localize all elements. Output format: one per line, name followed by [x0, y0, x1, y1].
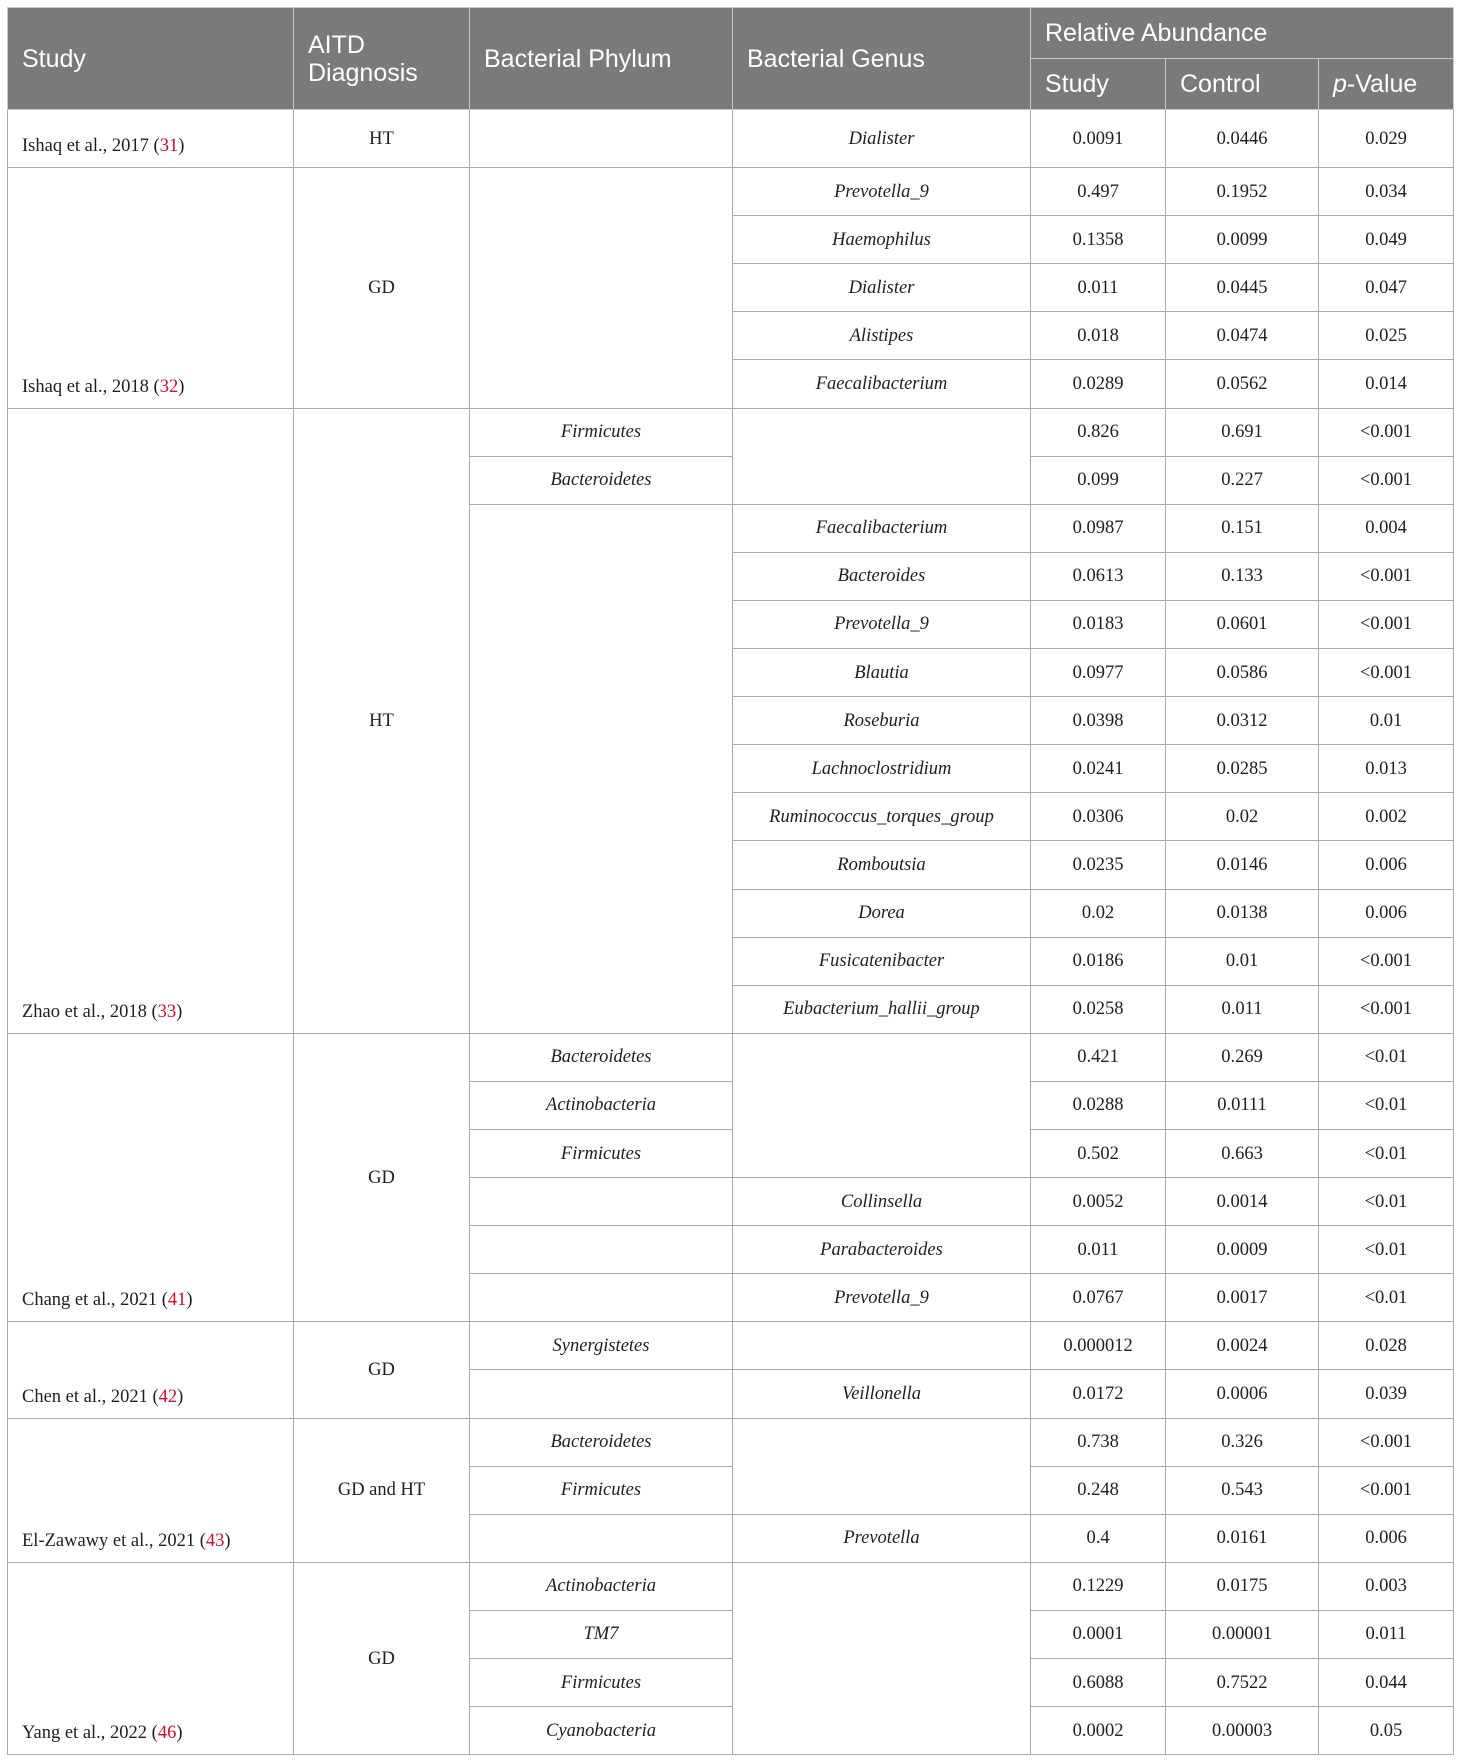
study-value-cell: 0.0172: [1031, 1370, 1166, 1418]
table-container: [7, 7, 1454, 1755]
reference-link[interactable]: 46: [157, 1723, 177, 1744]
p-value-cell: 0.049: [1319, 216, 1454, 264]
study-cell: [8, 1418, 294, 1562]
study-value-cell: 0.0987: [1031, 504, 1166, 552]
study-value-cell: 0.0613: [1031, 552, 1166, 600]
p-value-cell: 0.029: [1319, 110, 1454, 168]
p-value-cell: <0.01: [1319, 1178, 1454, 1226]
control-value-cell: 0.0562: [1166, 360, 1319, 408]
genus-cell: Ruminococcus_torques_group: [733, 793, 1031, 841]
genus-cell: [733, 1562, 1031, 1754]
study-value-cell: 0.000012: [1031, 1322, 1166, 1370]
study-value-cell: 0.497: [1031, 168, 1166, 216]
genus-cell: Dorea: [733, 889, 1031, 937]
reference-link[interactable]: 32: [159, 376, 179, 397]
header-relative-abundance: Relative Abundance: [1031, 8, 1454, 59]
study-value-cell: 0.0977: [1031, 649, 1166, 697]
genus-cell: Roseburia: [733, 697, 1031, 745]
genus-cell: [733, 408, 1031, 504]
control-value-cell: 0.0099: [1166, 216, 1319, 264]
genus-cell: Blautia: [733, 649, 1031, 697]
study-name: Ishaq et al., 2018 (: [22, 376, 160, 397]
p-suffix: -Value: [1346, 70, 1418, 98]
header-bacterial-genus: Bacterial Genus: [733, 8, 1031, 110]
phylum-cell: Bacteroidetes: [470, 456, 733, 504]
p-value-cell: 0.003: [1319, 1562, 1454, 1610]
study-cell: [8, 408, 294, 1033]
control-value-cell: 0.0312: [1166, 697, 1319, 745]
study-value-cell: 0.0398: [1031, 697, 1166, 745]
study-value-cell: 0.0186: [1031, 937, 1166, 985]
diagnosis-cell: GD: [294, 1033, 470, 1322]
study-value-cell: 0.02: [1031, 889, 1166, 937]
reference-link[interactable]: 43: [205, 1530, 225, 1551]
control-value-cell: 0.691: [1166, 408, 1319, 456]
genus-cell: Prevotella_9: [733, 1274, 1031, 1322]
p-letter: p: [1333, 70, 1347, 98]
control-value-cell: 0.326: [1166, 1418, 1319, 1466]
genus-cell: [733, 1418, 1031, 1514]
study-value-cell: 0.4: [1031, 1514, 1166, 1562]
study-value-cell: 0.011: [1031, 1226, 1166, 1274]
study-paren: ): [176, 1001, 183, 1022]
p-value-cell: <0.001: [1319, 408, 1454, 456]
study-value-cell: 0.0767: [1031, 1274, 1166, 1322]
p-value-cell: 0.006: [1319, 889, 1454, 937]
diagnosis-cell: GD: [294, 168, 470, 408]
diagnosis-cell: HT: [294, 110, 470, 168]
study-value-cell: 0.099: [1031, 456, 1166, 504]
phylum-cell: [470, 110, 733, 168]
control-value-cell: 0.1952: [1166, 168, 1319, 216]
study-cell: [8, 1033, 294, 1322]
genus-cell: Dialister: [733, 110, 1031, 168]
reference-link[interactable]: 33: [157, 1001, 177, 1022]
genus-cell: Prevotella_9: [733, 600, 1031, 648]
control-value-cell: 0.0161: [1166, 1514, 1319, 1562]
study-name: Yang et al., 2022 (: [22, 1723, 158, 1744]
phylum-cell: [470, 1370, 733, 1418]
control-value-cell: 0.0006: [1166, 1370, 1319, 1418]
genus-cell: Faecalibacterium: [733, 360, 1031, 408]
p-value-cell: <0.001: [1319, 649, 1454, 697]
study-value-cell: 0.0091: [1031, 110, 1166, 168]
control-value-cell: 0.011: [1166, 985, 1319, 1033]
p-value-cell: <0.01: [1319, 1129, 1454, 1177]
p-value-cell: <0.001: [1319, 456, 1454, 504]
phylum-cell: [470, 504, 733, 1033]
genus-cell: Dialister: [733, 264, 1031, 312]
genus-cell: Lachnoclostridium: [733, 745, 1031, 793]
table-row: [8, 1418, 1454, 1466]
table-row: [8, 1562, 1454, 1610]
study-value-cell: 0.1358: [1031, 216, 1166, 264]
abundance-table: [7, 7, 1454, 1755]
control-value-cell: 0.01: [1166, 937, 1319, 985]
phylum-cell: [470, 168, 733, 408]
study-value-cell: 0.421: [1031, 1033, 1166, 1081]
genus-cell: Prevotella: [733, 1514, 1031, 1562]
study-name: Zhao et al., 2018 (: [22, 1001, 158, 1022]
phylum-cell: Firmicutes: [470, 1659, 733, 1707]
genus-cell: Veillonella: [733, 1370, 1031, 1418]
study-value-cell: 0.0002: [1031, 1707, 1166, 1755]
study-value-cell: 0.248: [1031, 1466, 1166, 1514]
genus-cell: Alistipes: [733, 312, 1031, 360]
phylum-cell: TM7: [470, 1610, 733, 1658]
study-name: Ishaq et al., 2017 (: [22, 136, 160, 157]
p-value-cell: 0.01: [1319, 697, 1454, 745]
study-value-cell: 0.6088: [1031, 1659, 1166, 1707]
p-value-cell: 0.006: [1319, 841, 1454, 889]
study-value-cell: 0.0183: [1031, 600, 1166, 648]
control-value-cell: 0.151: [1166, 504, 1319, 552]
p-value-cell: 0.011: [1319, 1610, 1454, 1658]
reference-link[interactable]: 42: [158, 1386, 178, 1407]
genus-cell: Bacteroides: [733, 552, 1031, 600]
p-value-cell: 0.034: [1319, 168, 1454, 216]
study-value-cell: 0.0258: [1031, 985, 1166, 1033]
study-value-cell: 0.0052: [1031, 1178, 1166, 1226]
control-value-cell: 0.7522: [1166, 1659, 1319, 1707]
control-value-cell: 0.133: [1166, 552, 1319, 600]
p-value-cell: <0.01: [1319, 1033, 1454, 1081]
genus-cell: Romboutsia: [733, 841, 1031, 889]
header-sub-p-value: [1319, 59, 1454, 110]
genus-cell: Parabacteroides: [733, 1226, 1031, 1274]
study-value-cell: 0.0288: [1031, 1081, 1166, 1129]
control-value-cell: 0.0009: [1166, 1226, 1319, 1274]
control-value-cell: 0.0111: [1166, 1081, 1319, 1129]
control-value-cell: 0.0446: [1166, 110, 1319, 168]
p-value-cell: <0.001: [1319, 1418, 1454, 1466]
control-value-cell: 0.227: [1166, 456, 1319, 504]
phylum-cell: Bacteroidetes: [470, 1033, 733, 1081]
study-paren: ): [178, 136, 185, 157]
p-value-cell: <0.01: [1319, 1081, 1454, 1129]
study-paren: ): [177, 1386, 184, 1407]
p-value-cell: <0.001: [1319, 600, 1454, 648]
p-value-cell: 0.05: [1319, 1707, 1454, 1755]
genus-cell: Collinsella: [733, 1178, 1031, 1226]
phylum-cell: Firmicutes: [470, 1129, 733, 1177]
control-value-cell: 0.0024: [1166, 1322, 1319, 1370]
control-value-cell: 0.0175: [1166, 1562, 1319, 1610]
study-value-cell: 0.0289: [1031, 360, 1166, 408]
study-cell: [8, 1562, 294, 1754]
phylum-cell: Bacteroidetes: [470, 1418, 733, 1466]
genus-cell: Faecalibacterium: [733, 504, 1031, 552]
control-value-cell: 0.269: [1166, 1033, 1319, 1081]
table-row: [8, 408, 1454, 456]
study-name: El-Zawawy et al., 2021 (: [22, 1530, 206, 1551]
control-value-cell: 0.0146: [1166, 841, 1319, 889]
study-paren: ): [186, 1290, 193, 1311]
study-value-cell: 0.502: [1031, 1129, 1166, 1177]
genus-cell: Eubacterium_hallii_group: [733, 985, 1031, 1033]
header-study: Study: [8, 8, 294, 110]
study-value-cell: 0.826: [1031, 408, 1166, 456]
phylum-cell: [470, 1514, 733, 1562]
p-value-cell: 0.025: [1319, 312, 1454, 360]
study-name: Chang et al., 2021 (: [22, 1290, 168, 1311]
control-value-cell: 0.0014: [1166, 1178, 1319, 1226]
p-value-cell: <0.001: [1319, 937, 1454, 985]
p-value-cell: 0.028: [1319, 1322, 1454, 1370]
genus-cell: [733, 1033, 1031, 1177]
diagnosis-cell: GD and HT: [294, 1418, 470, 1562]
control-value-cell: 0.0586: [1166, 649, 1319, 697]
control-value-cell: 0.00001: [1166, 1610, 1319, 1658]
header-sub-control: Control: [1166, 59, 1319, 110]
phylum-cell: Synergistetes: [470, 1322, 733, 1370]
control-value-cell: 0.663: [1166, 1129, 1319, 1177]
phylum-cell: [470, 1178, 733, 1226]
p-value-cell: 0.002: [1319, 793, 1454, 841]
genus-cell: Fusicatenibacter: [733, 937, 1031, 985]
study-paren: ): [178, 376, 185, 397]
control-value-cell: 0.0601: [1166, 600, 1319, 648]
phylum-cell: Actinobacteria: [470, 1562, 733, 1610]
study-value-cell: 0.738: [1031, 1418, 1166, 1466]
control-value-cell: 0.543: [1166, 1466, 1319, 1514]
p-value-cell: 0.039: [1319, 1370, 1454, 1418]
header-sub-study: Study: [1031, 59, 1166, 110]
p-value-cell: 0.004: [1319, 504, 1454, 552]
study-value-cell: 0.0306: [1031, 793, 1166, 841]
phylum-cell: [470, 1226, 733, 1274]
phylum-cell: Firmicutes: [470, 408, 733, 456]
study-paren: ): [224, 1530, 231, 1551]
genus-cell: Prevotella_9: [733, 168, 1031, 216]
p-value-cell: 0.006: [1319, 1514, 1454, 1562]
p-value-cell: <0.001: [1319, 552, 1454, 600]
phylum-cell: [470, 1274, 733, 1322]
study-value-cell: 0.1229: [1031, 1562, 1166, 1610]
table-header: [8, 8, 1454, 110]
table-row: [8, 168, 1454, 216]
table-row: [8, 1322, 1454, 1370]
study-value-cell: 0.018: [1031, 312, 1166, 360]
p-value-cell: <0.01: [1319, 1274, 1454, 1322]
study-cell: [8, 110, 294, 168]
p-value-cell: <0.01: [1319, 1226, 1454, 1274]
control-value-cell: 0.0445: [1166, 264, 1319, 312]
study-value-cell: 0.0241: [1031, 745, 1166, 793]
diagnosis-cell: GD: [294, 1562, 470, 1754]
reference-link[interactable]: 41: [167, 1290, 187, 1311]
phylum-cell: Cyanobacteria: [470, 1707, 733, 1755]
control-value-cell: 0.0138: [1166, 889, 1319, 937]
p-value-cell: <0.001: [1319, 985, 1454, 1033]
header-aitd-diagnosis: AITD Diagnosis: [294, 8, 470, 110]
diagnosis-cell: GD: [294, 1322, 470, 1418]
phylum-cell: Firmicutes: [470, 1466, 733, 1514]
control-value-cell: 0.0285: [1166, 745, 1319, 793]
study-name: Chen et al., 2021 (: [22, 1386, 159, 1407]
p-value-cell: 0.044: [1319, 1659, 1454, 1707]
p-value-cell: <0.001: [1319, 1466, 1454, 1514]
control-value-cell: 0.0017: [1166, 1274, 1319, 1322]
study-cell: [8, 1322, 294, 1418]
table-body: [8, 110, 1454, 1755]
control-value-cell: 0.0474: [1166, 312, 1319, 360]
p-value-cell: 0.014: [1319, 360, 1454, 408]
header-bacterial-phylum: Bacterial Phylum: [470, 8, 733, 110]
study-value-cell: 0.0235: [1031, 841, 1166, 889]
p-value-cell: 0.013: [1319, 745, 1454, 793]
table-row: [8, 1033, 1454, 1081]
genus-cell: [733, 1322, 1031, 1370]
reference-link[interactable]: 31: [159, 136, 179, 157]
study-value-cell: 0.0001: [1031, 1610, 1166, 1658]
study-value-cell: 0.011: [1031, 264, 1166, 312]
control-value-cell: 0.02: [1166, 793, 1319, 841]
study-cell: [8, 168, 294, 408]
p-value-cell: 0.047: [1319, 264, 1454, 312]
table-row: [8, 110, 1454, 168]
phylum-cell: Actinobacteria: [470, 1081, 733, 1129]
genus-cell: Haemophilus: [733, 216, 1031, 264]
study-paren: ): [176, 1723, 183, 1744]
diagnosis-cell: HT: [294, 408, 470, 1033]
control-value-cell: 0.00003: [1166, 1707, 1319, 1755]
